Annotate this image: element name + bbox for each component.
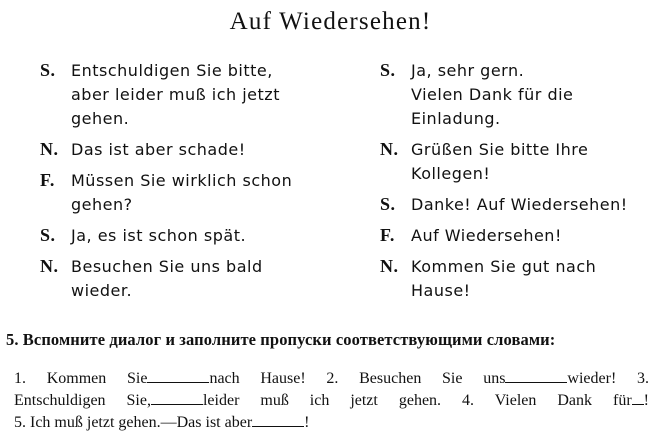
fill-in-blank[interactable] <box>505 367 567 383</box>
task-heading: 5. Вспомните диалог и заполните пропуски соответствующими словами: <box>6 330 556 349</box>
speaker-label: S. <box>380 60 396 80</box>
exercise-fragment: nach Hause! 2. Besuchen Sie uns <box>209 370 506 387</box>
exercise-fragment: ! <box>304 414 310 431</box>
dialog-turn <box>380 58 661 131</box>
dialog-line: Vielen Dank für die <box>411 85 574 104</box>
speaker-label: N. <box>40 256 59 276</box>
exercise-fragment: leider muß ich jetzt gehen. 4. Vielen Dank für <box>202 392 632 409</box>
exercise-line <box>14 411 649 433</box>
dialog-line: Auf Wiedersehen! <box>411 226 562 245</box>
dialog-line: Ja, sehr gern. <box>411 61 525 80</box>
fill-in-blank[interactable] <box>147 367 209 383</box>
dialog-turn <box>380 137 661 186</box>
dialog-turn <box>40 58 350 131</box>
dialog-line: gehen? <box>71 195 133 214</box>
exercise-fragment: 1. Kommen Sie <box>14 370 148 387</box>
dialog-right-column <box>380 58 661 303</box>
speaker-label: N. <box>380 256 399 276</box>
dialog-left-column <box>40 58 350 303</box>
dialog-line: Kollegen! <box>411 164 491 183</box>
dialog-turn <box>40 223 350 248</box>
fill-in-blank[interactable] <box>252 411 304 427</box>
dialog-line: Entschuldigen Sie bitte, <box>71 61 273 80</box>
dialog-turn <box>40 168 350 217</box>
exercise-fragment: ! <box>643 392 649 409</box>
exercise-line <box>14 389 649 411</box>
dialog-turn <box>40 137 350 162</box>
dialog-turn <box>380 192 661 217</box>
exercise-line <box>14 367 649 389</box>
fill-in-blank[interactable] <box>151 389 203 405</box>
exercise-fragment: wieder! 3. <box>567 370 649 387</box>
dialog-line: Besuchen Sie uns bald <box>71 257 263 276</box>
exercise-fragment: 5. Ich muß jetzt gehen.—Das ist aber <box>14 414 253 431</box>
dialog-turn <box>380 223 661 248</box>
exercise-text <box>14 367 649 433</box>
dialog-line: Hause! <box>411 281 471 300</box>
speaker-label: N. <box>380 139 399 159</box>
fill-in-blank[interactable] <box>632 389 644 405</box>
speaker-label: F. <box>40 170 55 190</box>
speaker-label: F. <box>380 225 395 245</box>
speaker-label: N. <box>40 139 59 159</box>
dialog-line: wieder. <box>71 281 133 300</box>
dialog-line: Einladung. <box>411 109 501 128</box>
page-title: Auf Wiedersehen! <box>229 8 432 35</box>
speaker-label: S. <box>380 194 396 214</box>
dialog-line: Müssen Sie wirklich schon <box>71 171 293 190</box>
dialog-turn <box>380 254 661 303</box>
dialog-line: Das ist aber schade! <box>71 140 246 159</box>
dialog-line: aber leider muß ich jetzt <box>71 85 280 104</box>
speaker-label: S. <box>40 60 56 80</box>
dialog-line: Grüßen Sie bitte Ihre <box>411 140 589 159</box>
dialog-line: gehen. <box>71 109 130 128</box>
dialog-line: Kommen Sie gut nach <box>411 257 597 276</box>
dialog-line: Danke! Auf Wiedersehen! <box>411 195 628 214</box>
dialog-turn <box>40 254 350 303</box>
speaker-label: S. <box>40 225 56 245</box>
exercise-fragment: Entschuldigen Sie, <box>14 392 151 409</box>
dialog-line: Ja, es ist schon spät. <box>71 226 247 245</box>
